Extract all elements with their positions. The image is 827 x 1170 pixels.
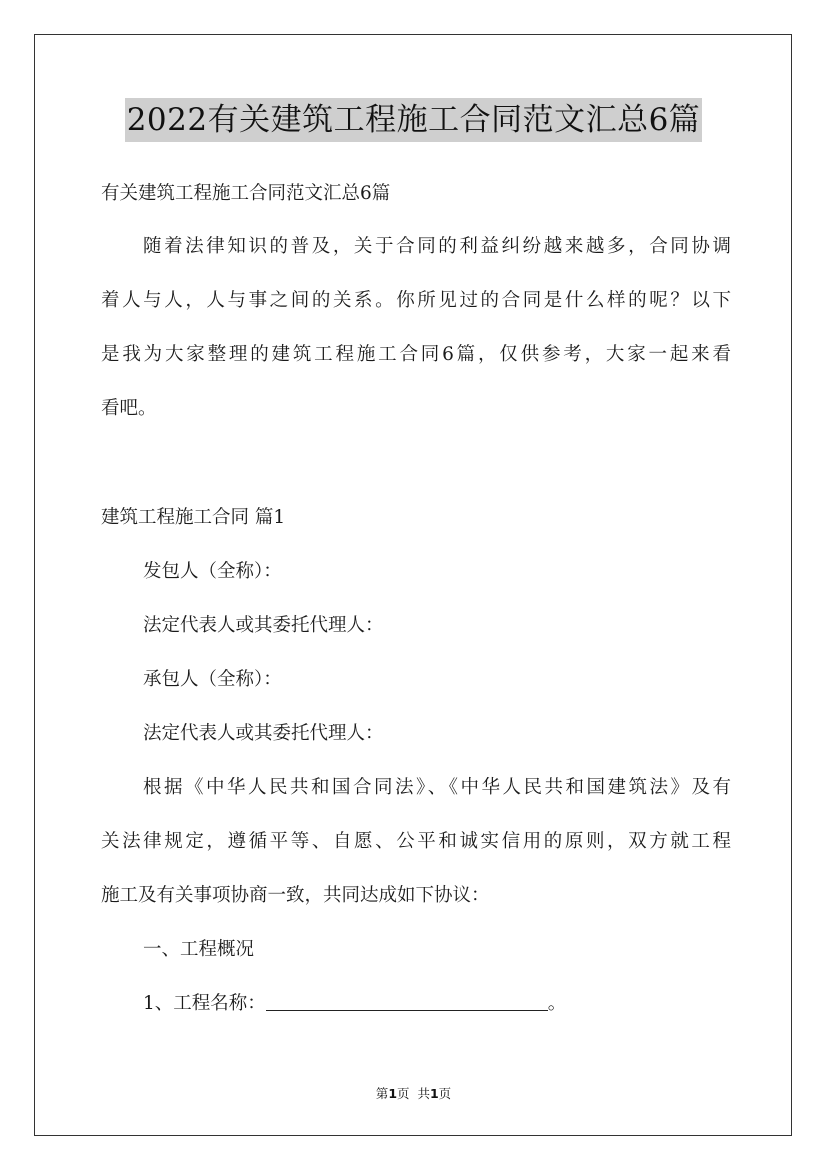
footer-page-suffix: 页 共 [397, 1086, 430, 1101]
footer-total-pages: 1 [429, 1086, 439, 1101]
item-project-name [143, 991, 773, 1017]
basis-line-3: 施工及有关事项协商一致，共同达成如下协议： [101, 885, 490, 906]
footer-page-number: 1 [388, 1086, 398, 1101]
party-line-employer-rep: 法定代表人或其委托代理人： [143, 615, 384, 636]
footer-total-suffix: 页 [438, 1086, 452, 1101]
intro-line-3: 是我为大家整理的建筑工程施工合同6篇，仅供参考，大家一起来看 [101, 344, 731, 365]
party-line-contractor: 承包人（全称）： [143, 669, 282, 690]
intro-line-4: 看吧。 [101, 398, 157, 419]
title-container [0, 98, 827, 142]
clause-heading: 一、工程概况 [143, 939, 255, 960]
basis-line-1: 根据《中华人民共和国合同法》、《中华人民共和国建筑法》及有 [143, 777, 731, 798]
document-subtitle: 有关建筑工程施工合同范文汇总6篇 [101, 183, 391, 204]
section-heading: 建筑工程施工合同 篇1 [101, 507, 286, 528]
footer-prefix: 第 [375, 1086, 389, 1101]
intro-line-2: 着人与人，人与事之间的关系。你所见过的合同是什么样的呢？以下 [101, 290, 731, 311]
document-title: 2022有关建筑工程施工合同范文汇总6篇 [125, 98, 703, 142]
item-project-name-end: 。 [547, 993, 567, 1014]
project-name-blank [266, 992, 548, 1011]
item-project-name-label: 1、工程名称： [143, 993, 266, 1014]
page-footer [0, 1084, 827, 1102]
party-line-employer: 发包人（全称）： [143, 561, 282, 582]
intro-line-1: 随着法律知识的普及，关于合同的利益纠纷越来越多，合同协调 [143, 236, 731, 257]
party-line-contractor-rep: 法定代表人或其委托代理人： [143, 723, 384, 744]
basis-line-2: 关法律规定，遵循平等、自愿、公平和诚实信用的原则，双方就工程 [101, 831, 731, 852]
